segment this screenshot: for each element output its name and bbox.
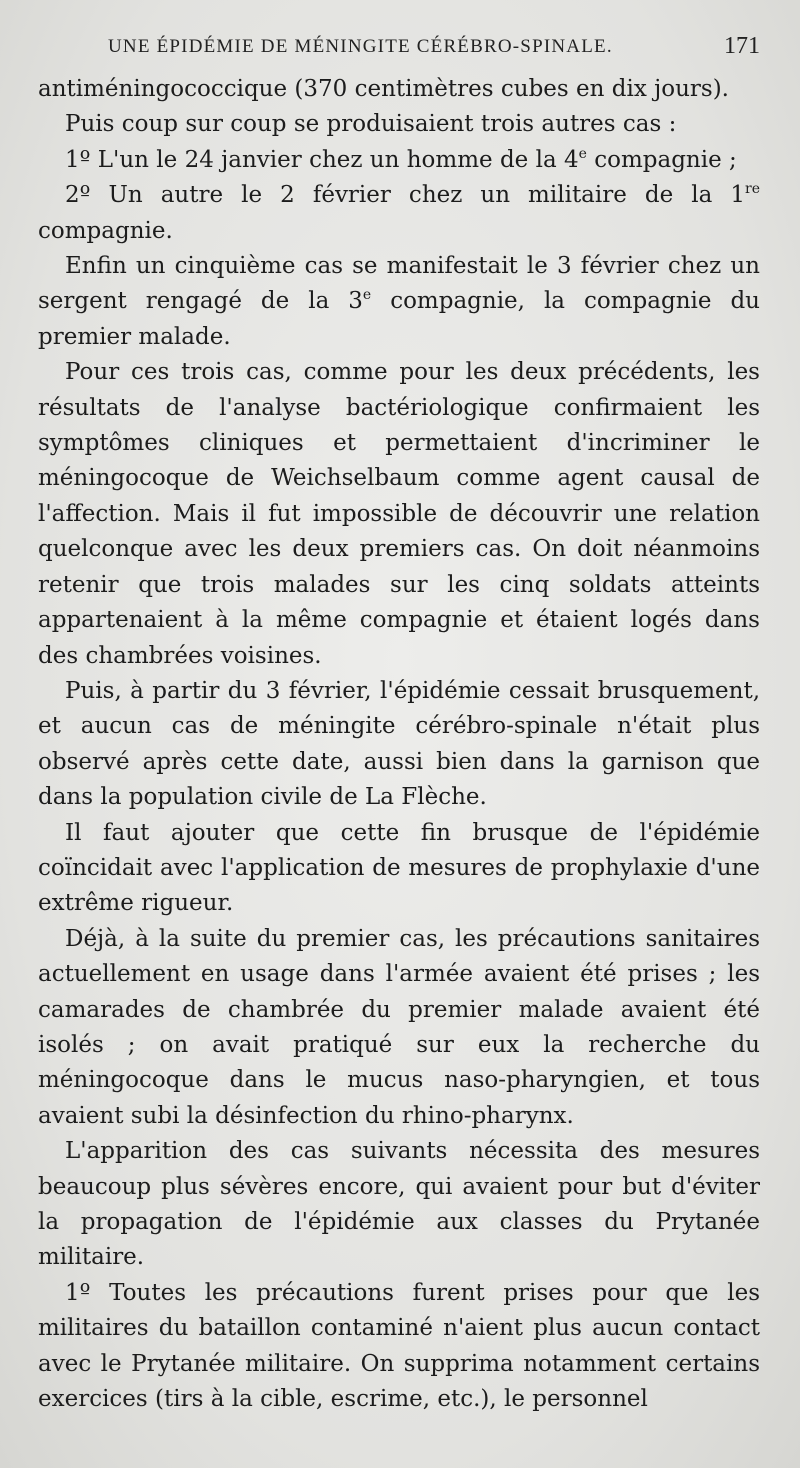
- paragraph-5-text-a: Enfin un cinquième cas se manifestait le 3 février chez un sergent rengagé de la 3: [38, 253, 760, 315]
- paragraph-4-text-b: compagnie.: [38, 217, 173, 244]
- paragraph-3-text-b: compagnie ;: [586, 146, 737, 173]
- body-text: [38, 72, 760, 1417]
- running-title: UNE ÉPIDÉMIE DE MÉNINGITE CÉRÉBRO-SPINALE.: [108, 36, 613, 57]
- running-head: [100, 33, 760, 66]
- paragraph-5-text-b: compagnie, la compagnie du premier malade.: [38, 288, 760, 350]
- paragraph-7: Puis, à partir du 3 février, l'épidémie cessait brusquement, et aucun cas de méningite cérébro-spinale n'était plus observé après cette date, aussi bien dans la garnison que dans la population civile de La Flèche.: [38, 677, 760, 811]
- paragraph-4-superscript: re: [745, 181, 760, 198]
- paragraph-10: L'apparition des cas suivants nécessita des mesures beaucoup plus sévères encore, qui avaient pour but d'éviter la propagation de l'épidémie aux classes du Prytanée militaire.: [38, 1138, 760, 1271]
- paragraph-5-superscript: e: [362, 287, 372, 304]
- paragraph-3-text-a: 1º L'un le 24 janvier chez un homme de la 4: [65, 146, 579, 173]
- paragraph-2: Puis coup sur coup se produisaient trois autres cas :: [65, 111, 677, 138]
- paragraph-3-superscript: e: [578, 145, 587, 162]
- paragraph-8: Il faut ajouter que cette fin brusque de l'épidémie coïncidait avec l'application de mesures de prophylaxie d'une extrême rigueur.: [38, 819, 760, 917]
- paragraph-4: [38, 178, 760, 249]
- page-number: 171: [724, 33, 760, 59]
- paragraph-5: [38, 249, 760, 355]
- paragraph-9: Déjà, à la suite du premier cas, les précautions sanitaires actuellement en usage dans l'armée avaient été prises ; les camarades de chambrée du premier malade avaient été isolés ; on avait pratiqué sur eux la recherche du méningocoque dans le mucus naso-pharyngien, et tous avaient subi la désinfection du rhino-pharynx.: [38, 925, 760, 1129]
- paragraph-1: antiméningococcique (370 centimètres cubes en dix jours).: [38, 76, 729, 102]
- paragraph-4-text-a: 2º Un autre le 2 février chez un militaire de la 1: [65, 182, 746, 209]
- paragraph-3: [38, 143, 760, 178]
- paragraph-11: 1º Toutes les précautions furent prises pour que les militaires du bataillon contaminé n'aient plus aucun contact avec le Prytanée militaire. On supprima notamment certains exercices (tirs à la cible, escrime, etc.), le personnel: [38, 1279, 760, 1413]
- paragraph-6: Pour ces trois cas, comme pour les deux précédents, les résultats de l'analyse bactériologique confirmaient les symptômes cliniques et permettaient d'incriminer le méningocoque de Weichselbaum comme agent causal de l'affection. Mais il fut impossible de découvrir une relation quelconque avec les deux premiers cas. On doit néanmoins retenir que trois malades sur les cinq soldats atteints appartenaient à la même compagnie et étaient logés dans des chambrées voisines.: [38, 359, 760, 669]
